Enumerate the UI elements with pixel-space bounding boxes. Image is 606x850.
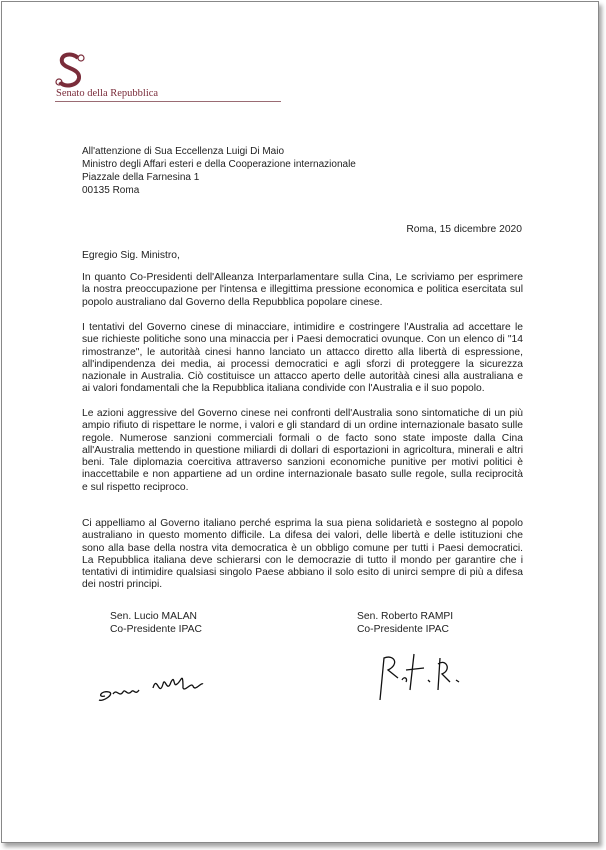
- letterhead-institution: Senato della Repubblica: [56, 88, 159, 99]
- text-line: Ci appelliamo al Governo italiano perché esprima la sua piena solidarietà e sostegno al popolo: [82, 518, 523, 529]
- text-line: Le azioni aggressive del Governo cinese nei confronti dell'Australia sono sintomatiche di un più: [82, 408, 523, 419]
- address-line: Ministro degli Affari esteri e della Cooperazione internazionale: [82, 159, 356, 170]
- signatory-role: Co-Presidente IPAC: [357, 624, 449, 635]
- recipient-address: [82, 145, 356, 197]
- paragraph: [82, 518, 523, 592]
- paragraph: [82, 408, 523, 494]
- text-line: tentativi di intimidire qualsiasi singolo Paese abbiano il solo esito di unirci sempre di più a difesa: [82, 567, 523, 579]
- signatory-block: [110, 610, 202, 636]
- text-line: rimostranze", le autoritàà cinesi hanno lanciato un attacco diretto alla libertà di espressione,: [82, 346, 523, 358]
- text-line: popolo australiano dal Governo della Repubblica popolare cinese.: [82, 296, 383, 308]
- letterhead-divider: [55, 101, 281, 102]
- text-line: I tentativi del Governo cinese di minacciare, intimidire e costringere l'Australia ad accettare le: [82, 322, 523, 333]
- signatory-name: Sen. Roberto RAMPI: [357, 611, 454, 622]
- text-line: La Repubblica italiana deve schierarsi con le democrazie di tutto il mondo per garantire che i: [82, 554, 523, 566]
- text-line: nazionale in Australia. Ciò costituisce un attacco aperto delle autoritàà cinesi alla australiana e: [82, 371, 523, 383]
- text-line: ai valori fondamentali che la Repubblica italiana condivide con l'Australia e il suo popolo.: [82, 383, 485, 395]
- text-line: e sul rispetto reciproco.: [82, 481, 189, 493]
- salutation: Egregio Sig. Ministro,: [82, 250, 180, 261]
- text-line: all'Australia mettendo in questione miliardi di dollari di esportazioni in agricoltura, minerali e altri: [82, 444, 523, 456]
- address-line: Piazzale della Farnesina 1: [82, 172, 200, 183]
- text-line: regole. Numerose sanzioni commerciali formali o de facto sono state imposte dalla Cina: [82, 432, 523, 444]
- text-line: ampio rifiuto di rispettare le norme, i valori e gli standard di un ordine internazionale basato sulle: [82, 420, 523, 432]
- text-line: sue richieste politiche sono una minaccia per i Paesi democratici ovunque. Con un elenco di "14: [82, 334, 523, 346]
- text-line: sono alla base della nostra vita democratica è un obbligo comune per tutti i Paesi democratici.: [82, 542, 523, 554]
- signature-rampi: [370, 650, 500, 705]
- paragraph: [82, 322, 523, 396]
- signatory-name: Sen. Lucio MALAN: [110, 611, 197, 622]
- text-line: beni. Tale diplomazia coercitiva attraverso sanzioni economiche punitive per motivi politici è: [82, 457, 523, 469]
- text-line: inaccettabile e non appartiene ad un ordine internazionale basato sulle regole, sulla reciprocità: [82, 469, 523, 481]
- text-line: australiano in questo momento difficile. La difesa dei valori, delle libertà e delle istituzioni che: [82, 530, 523, 542]
- senate-logo-icon: [54, 52, 88, 90]
- text-line: la nostra preoccupazione per l'intensa e illegittima pressione economica e politica esercitata sul: [82, 284, 523, 296]
- signatory-block: [357, 610, 453, 636]
- paragraph: [82, 272, 523, 309]
- text-line: dei nostri principi.: [82, 579, 163, 591]
- letter-date: Roma, 15 dicembre 2020: [406, 224, 522, 235]
- text-line: In quanto Co-Presidenti dell'Alleanza Interparlamentare sulla Cina, Le scriviamo per esprimere: [82, 272, 523, 283]
- text-line: all'indipendenza dei media, ai processi democratici e agli sforzi di proteggere la sicurezza: [82, 358, 523, 370]
- signatory-role: Co-Presidente IPAC: [110, 624, 202, 635]
- address-line: All'attenzione di Sua Eccellenza Luigi Di Maio: [82, 146, 285, 157]
- address-line: 00135 Roma: [82, 185, 140, 196]
- signature-malan: [95, 668, 265, 708]
